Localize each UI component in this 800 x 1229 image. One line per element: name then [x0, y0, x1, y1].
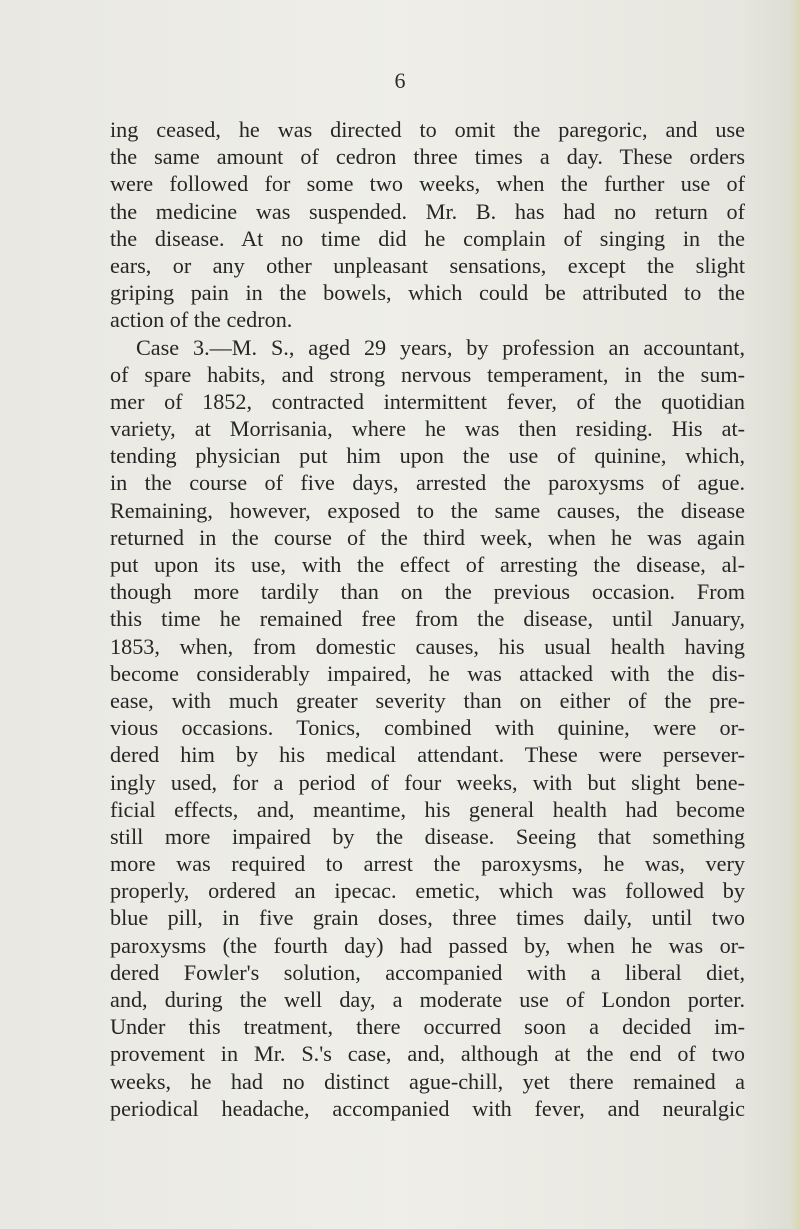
text-line: of spare habits, and strong nervous temperament, in the sum-	[110, 361, 745, 387]
text-line: paroxysms (the fourth day) had passed by, when he was or-	[110, 932, 745, 958]
text-line: dered Fowler's solution, accompanied with a liberal diet,	[110, 959, 745, 985]
text-line: action of the cedron.	[110, 307, 293, 333]
text-line: Case 3.—M. S., aged 29 years, by profession an accountant,	[136, 334, 745, 360]
text-line: the same amount of cedron three times a day. These orders	[110, 144, 745, 170]
text-line: in the course of five days, arrested the paroxysms of ague.	[110, 470, 745, 496]
text-line: were followed for some two weeks, when the further use of	[110, 171, 745, 197]
text-line: properly, ordered an ipecac. emetic, which was followed by	[110, 878, 745, 904]
text-line: returned in the course of the third week, when he was again	[110, 524, 745, 550]
text-line: this time he remained free from the disease, until January,	[110, 606, 745, 632]
page-number: 6	[394, 68, 406, 93]
body-text	[110, 116, 745, 1122]
text-line: put upon its use, with the effect of arresting the disease, al-	[110, 552, 745, 577]
text-line: Under this treatment, there occurred soon a decided im-	[110, 1014, 745, 1040]
text-line: ficial effects, and, meantime, his general health had become	[110, 796, 745, 822]
text-line: blue pill, in five grain doses, three times daily, until two	[110, 905, 745, 931]
text-line: ease, with much greater severity than on either of the pre-	[110, 687, 745, 713]
text-line: the medicine was suspended. Mr. B. has had no return of	[110, 198, 745, 224]
text-line: the disease. At no time did he complain of singing in the	[110, 225, 745, 251]
text-line: vious occasions. Tonics, combined with quinine, were or-	[110, 715, 745, 741]
text-line: dered him by his medical attendant. These were persever-	[110, 742, 745, 768]
page-edge	[790, 0, 800, 1229]
text-line: provement in Mr. S.'s case, and, although at the end of two	[110, 1041, 745, 1067]
text-line: though more tardily than on the previous occasion. From	[110, 579, 745, 605]
text-line: still more impaired by the disease. Seeing that something	[110, 823, 745, 849]
text-line: ing ceased, he was directed to omit the paregoric, and use	[110, 117, 745, 142]
text-line: ingly used, for a period of four weeks, with but slight bene-	[110, 769, 745, 795]
text-line: 1853, when, from domestic causes, his usual health having	[110, 633, 745, 659]
text-line: variety, at Morrisania, where he was then residing. His at-	[110, 416, 745, 442]
text-line: mer of 1852, contracted intermittent fever, of the quotidian	[110, 388, 745, 414]
text-line: become considerably impaired, he was attacked with the dis-	[110, 660, 745, 686]
text-line: weeks, he had no distinct ague-chill, yet there remained a	[110, 1068, 745, 1094]
text-line: griping pain in the bowels, which could be attributed to the	[110, 280, 745, 306]
text-line: tending physician put him upon the use of quinine, which,	[110, 443, 745, 469]
text-line: ears, or any other unpleasant sensations, except the slight	[110, 252, 745, 278]
text-line: and, during the well day, a moderate use of London porter.	[110, 987, 745, 1012]
text-line: periodical headache, accompanied with fever, and neuralgic	[110, 1095, 745, 1121]
text-line: more was required to arrest the paroxysms, he was, very	[110, 851, 745, 877]
text-line: Remaining, however, exposed to the same causes, the disease	[110, 497, 745, 523]
